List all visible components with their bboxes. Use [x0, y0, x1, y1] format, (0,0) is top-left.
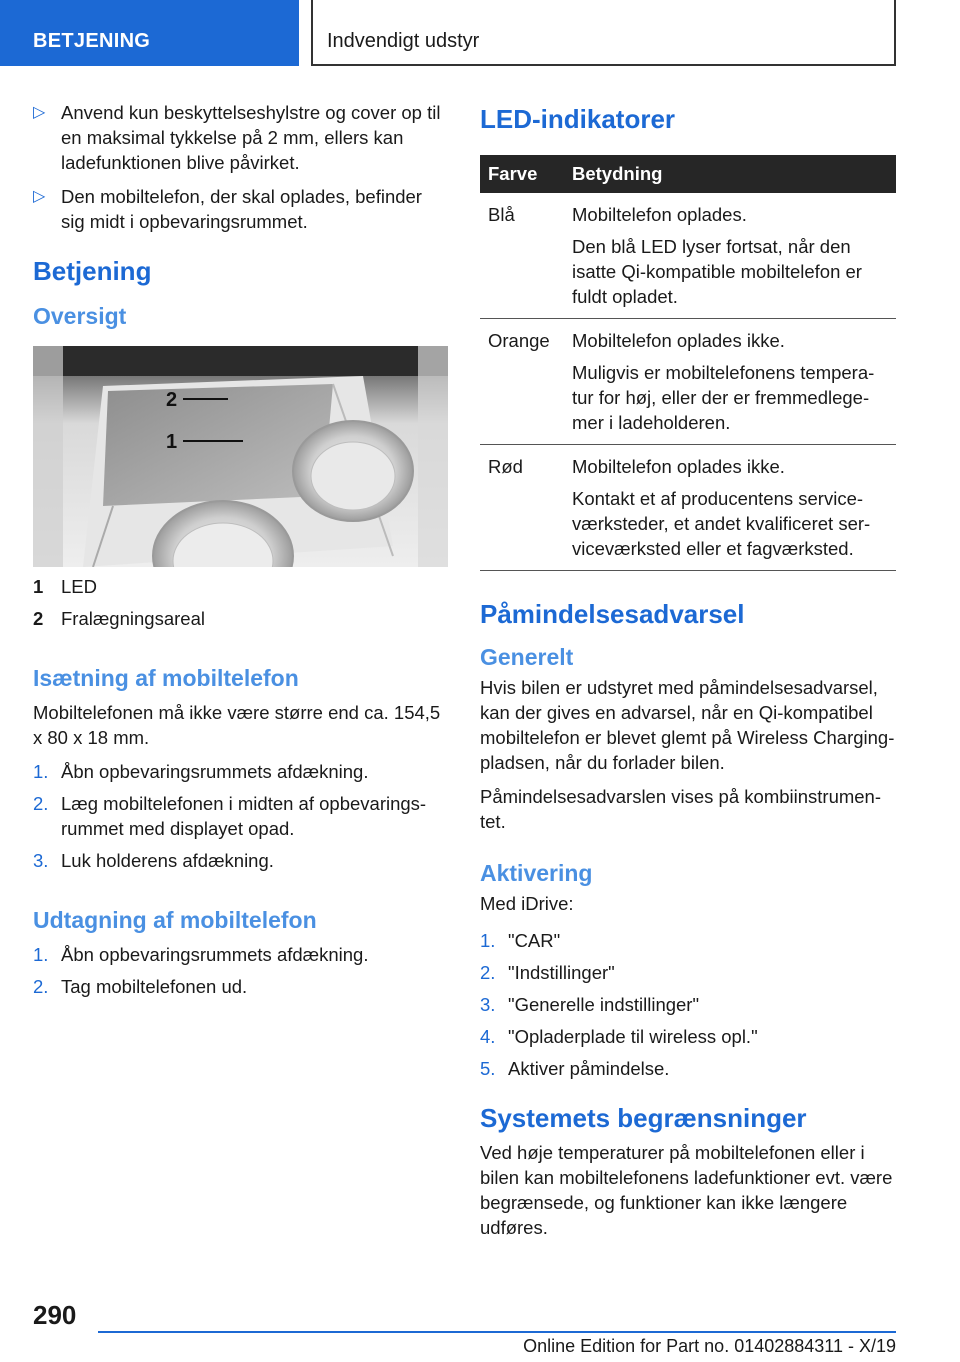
general-text-2: Påmindelsesadvarslen vises på kombiinstrumentet.: [480, 786, 882, 832]
header-section-label: BETJENING: [0, 0, 299, 66]
led-indicator-table: [480, 155, 896, 571]
activation-title: Aktivering: [480, 860, 593, 886]
remove-phone-steps: [33, 942, 448, 999]
table-cell-color: Orange: [480, 319, 564, 445]
list-item: 1. Åbn opbevaringsrummets afdækning.: [33, 944, 369, 965]
left-column: [33, 100, 448, 1007]
list-item: 2. Tag mobiltelefonen ud.: [33, 976, 248, 997]
table-cell-color: Blå: [480, 193, 564, 319]
general-text-1: Hvis bilen er udstyret med påmindelsesadvarsel, kan der gives en advarsel, når en Qi-kompatibel mobiltelefon er blevet glemt på Wireless Charging-pladsen, når du forlader bilen.: [480, 677, 895, 773]
legend-item: 2 Fralægningsareal: [33, 608, 205, 629]
activation-intro: Med iDrive:: [480, 893, 574, 914]
photo-callout-label: 2: [166, 389, 178, 411]
list-item: 3. "Generelle indstillinger": [480, 994, 700, 1015]
bullet-item: ▷ Anvend kun beskyttelseshylstre og cover op til en maksimal tykkelse på 2 mm, ellers kan ladefunktionen blive påvirket.: [33, 102, 441, 173]
table-header-row: [480, 155, 896, 193]
list-item: 4. "Opladerplade til wireless opl.": [480, 1026, 758, 1047]
reminder-title: Påmindelsesadvarsel: [480, 599, 745, 629]
triangle-bullet-icon: ▷: [33, 104, 46, 121]
table-cell-color: Rød: [480, 445, 564, 571]
photo-illustration: [33, 346, 448, 567]
table-cell-meaning: Mobiltelefon oplades. Den blå LED lyser fortsat, når den isatte Qi-kompatible mobiltelefon er fuldt opladet.: [564, 193, 896, 319]
footer-divider: [98, 1331, 896, 1333]
triangle-bullet-icon: ▷: [33, 188, 46, 205]
page-number: 290: [33, 1300, 77, 1330]
table-row: [480, 193, 896, 319]
legend-item: 1 LED: [33, 576, 97, 597]
right-column: [480, 100, 896, 1249]
table-row: [480, 319, 896, 445]
section-title: Betjening: [33, 256, 152, 286]
table-row: [480, 445, 896, 571]
footer-edition-text: Online Edition for Part no. 01402884311 - X/19: [523, 1336, 896, 1356]
list-item: 5. Aktiver påmindelse.: [480, 1058, 670, 1079]
insert-phone-steps: [33, 759, 448, 873]
limits-title: Systemets begrænsninger: [480, 1103, 807, 1133]
activation-steps: [480, 928, 896, 1081]
list-item: 1. "CAR": [480, 930, 561, 951]
bullet-item: ▷ Den mobiltelefon, der skal oplades, befinder sig midt i opbevaringsrummet.: [33, 186, 422, 232]
wireless-charging-tray-photo: [33, 346, 448, 567]
table-cell-meaning: Mobiltelefon oplades ikke. Muligvis er mobiltelefonens temperatur for høj, eller der er fremmedlegemer i ladeholderen.: [564, 319, 896, 445]
list-item: 2. Læg mobiltelefonen i midten af opbevaringsrummet med displayet opad.: [33, 793, 427, 839]
limits-text: Ved høje temperaturer på mobiltelefonen eller i bilen kan mobiltelefonens ladefunktioner evt. være begrænsede, og funktioner kan ikke længere udføres.: [480, 1142, 893, 1238]
list-item: 1. Åbn opbevaringsrummets afdækning.: [33, 761, 369, 782]
led-indicators-title: LED-indikatorer: [480, 104, 676, 134]
overview-title: Oversigt: [33, 303, 127, 329]
header-chapter-label: Indvendigt udstyr: [311, 0, 896, 66]
general-title: Generelt: [480, 644, 574, 670]
list-item: 2. "Indstillinger": [480, 962, 615, 983]
photo-callout-label: 1: [166, 431, 178, 453]
table-cell-meaning: Mobiltelefon oplades ikke. Kontakt et af producentens serviceværksteder, et andet kvalificeret serviceværksted eller et fagværksted.: [564, 445, 896, 571]
remove-phone-title: Udtagning af mobiltelefon: [33, 907, 317, 933]
list-item: 3. Luk holderens afdækning.: [33, 850, 274, 871]
insert-phone-title: Isætning af mobiltelefon: [33, 665, 299, 691]
page-header: [0, 0, 960, 66]
table-header-cell: Betydning: [564, 155, 896, 193]
table-header-cell: Farve: [480, 155, 564, 193]
insert-phone-text: Mobiltelefonen må ikke være større end ca. 154,5 x 80 x 18 mm.: [33, 702, 441, 748]
